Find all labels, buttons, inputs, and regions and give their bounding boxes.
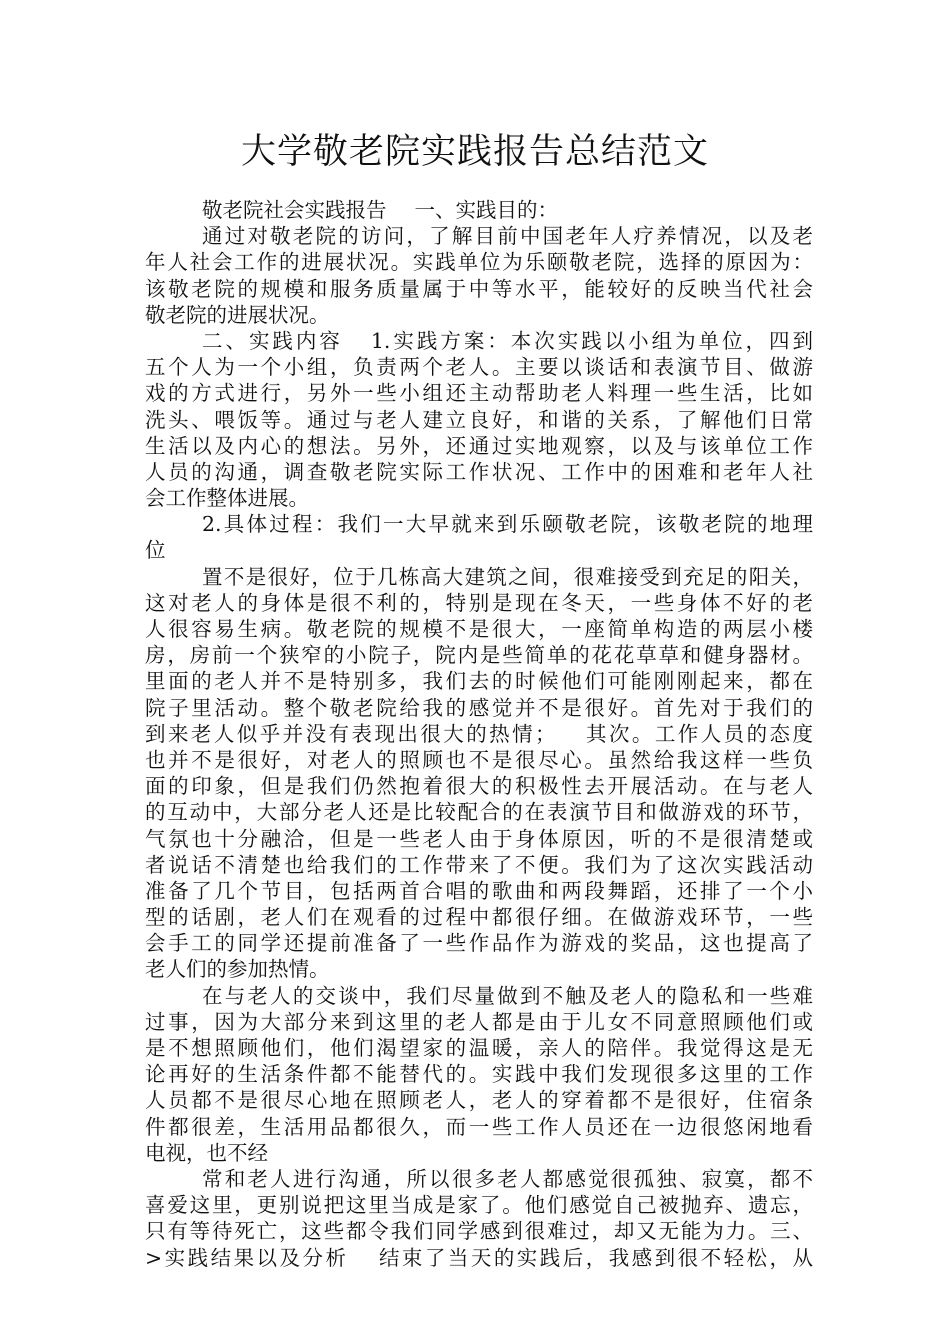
text-line <box>145 1087 813 1113</box>
text-line <box>145 1035 813 1061</box>
text-line <box>145 904 813 930</box>
text-line <box>145 1114 813 1140</box>
text-line <box>145 328 813 354</box>
text-segment: 敬老院社会实践报告 <box>202 198 387 222</box>
text-line <box>145 1061 813 1087</box>
text-line <box>145 511 813 537</box>
text-segment: 里面的老人并不是特别多，我们去的时候他们可能刚刚起来，都在 <box>145 669 813 694</box>
text-segment: 五个人为一个小组，负责两个老人。主要以谈话和表演节目、做游 <box>145 355 813 380</box>
text-segment: 人员的沟通，调查敬老院实际工作状况、工作中的困难和老年人社 <box>145 459 813 484</box>
text-segment: 老人们的参加热情。 <box>145 957 330 982</box>
text-line <box>145 721 813 747</box>
document-body <box>145 197 813 1271</box>
text-line <box>145 197 813 223</box>
text-line <box>145 668 813 694</box>
text-segment: 过事，因为大部分来到这里的老人都是由于儿女不同意照顾他们或 <box>145 1009 813 1034</box>
text-line <box>145 616 813 642</box>
text-segment: 其次。工作人员的态度 <box>583 721 814 746</box>
text-line <box>145 773 813 799</box>
text-segment: 洗头、喂饭等。通过与老人建立良好，和谐的关系，了解他们日常 <box>145 407 813 432</box>
text-line <box>145 930 813 956</box>
text-segment: 常和老人进行沟通，所以很多老人都感觉很孤独、寂寞，都不 <box>202 1166 813 1191</box>
text-segment: 一、实践目的： <box>414 198 558 222</box>
text-segment: 房，房前一个狭窄的小院子，院内是些简单的花花草草和健身器材。 <box>145 643 813 668</box>
text-line <box>145 747 813 773</box>
text-line <box>145 1245 813 1271</box>
text-segment: 生活以及内心的想法。另外，还通过实地观察，以及与该单位工作 <box>145 433 813 458</box>
text-line <box>145 1009 813 1035</box>
text-segment: 人很容易生病。敬老院的规模不是很大，一座简单构造的两层小楼 <box>145 617 813 641</box>
text-line <box>145 878 813 904</box>
text-segment: 件都很差，生活用品都很久，而一些工作人员还在一边很悠闲地看 <box>145 1114 813 1139</box>
text-segment: 只有等待死亡，这些都令我们同学感到很难过，却又无能为力。三、 <box>145 1219 813 1244</box>
text-segment: >实践结果以及分析 <box>145 1245 349 1270</box>
text-line <box>145 459 813 485</box>
text-segment: 人员都不是很尽心地在照顾老人，老人的穿着都不是很好，住宿条 <box>145 1088 813 1113</box>
text-segment: 结束了当天的实践后，我感到很不轻松，从 <box>376 1245 814 1270</box>
text-line <box>145 433 813 459</box>
text-line <box>145 1218 813 1244</box>
text-line <box>145 380 813 406</box>
text-line <box>145 223 813 249</box>
text-segment: 敬老院的进展状况。 <box>145 302 330 327</box>
text-line <box>145 1192 813 1218</box>
text-segment: 该敬老院的规模和服务质量属于中等水平，能较好的反映当代社会 <box>145 276 813 301</box>
text-line <box>145 695 813 721</box>
text-segment: 气氛也十分融洽，但是一些老人由于身体原因，听的不是很清楚或 <box>145 826 813 851</box>
text-line <box>145 537 813 563</box>
document-title: 大学敬老院实践报告总结范文 <box>240 132 709 172</box>
text-segment: 在与老人的交谈中，我们尽量做到不触及老人的隐私和一些难 <box>202 983 813 1008</box>
text-line <box>145 1140 813 1166</box>
text-segment: 电视，也不经 <box>145 1140 268 1165</box>
text-segment: 型的话剧，老人们在观看的过程中都很仔细。在做游戏环节，一些 <box>145 905 813 930</box>
text-segment: 准备了几个节目，包括两首合唱的歌曲和两段舞蹈，还排了一个小 <box>145 878 813 903</box>
text-segment: 二、实践内容 <box>202 328 343 353</box>
text-line <box>145 302 813 328</box>
text-segment: 会手工的同学还提前准备了一些作品作为游戏的奖品，这也提高了 <box>145 931 813 956</box>
text-segment: 也并不是很好，对老人的照顾也不是很尽心。虽然给我这样一些负 <box>145 747 813 772</box>
text-segment: 1.实践方案：本次实践以小组为单位，四到 <box>370 328 813 353</box>
text-segment: 会工作整体进展。 <box>145 486 309 511</box>
text-line <box>145 249 813 275</box>
text-segment: 到来老人似乎并没有表现出很大的热情； <box>145 721 556 746</box>
text-segment: 的互动中，大部分老人还是比较配合的在表演节目和做游戏的环节， <box>145 800 813 825</box>
text-segment: 戏的方式进行，另外一些小组还主动帮助老人料理一些生活，比如 <box>145 381 813 406</box>
text-segment: 喜爱这里，更别说把这里当成是家了。他们感觉自己被抛弃、遗忘， <box>145 1193 813 1218</box>
text-line <box>145 956 813 982</box>
text-line <box>145 826 813 852</box>
text-segment: 置不是很好，位于几栋高大建筑之间，很难接受到充足的阳关， <box>202 564 813 589</box>
text-segment: 院子里活动。整个敬老院给我的感觉并不是很好。首先对于我们的 <box>145 695 813 720</box>
text-segment: 者说话不清楚也给我们的工作带来了不便。我们为了这次实践活动 <box>145 852 813 877</box>
text-line <box>145 852 813 878</box>
text-line <box>145 983 813 1009</box>
text-segment: 论再好的生活条件都不能替代的。实践中我们发现很多这里的工作 <box>145 1062 813 1087</box>
text-segment: 面的印象，但是我们仍然抱着很大的积极性去开展活动。在与老人 <box>145 774 813 799</box>
text-line <box>145 564 813 590</box>
text-line <box>145 485 813 511</box>
text-line <box>145 799 813 825</box>
text-segment: 通过对敬老院的访问，了解目前中国老年人疗养情况，以及老 <box>202 224 813 249</box>
text-segment: 这对老人的身体是很不利的，特别是现在冬天，一些身体不好的老 <box>145 590 813 615</box>
text-line <box>145 590 813 616</box>
text-segment: 年人社会工作的进展状况。实践单位为乐颐敬老院，选择的原因为： <box>145 250 813 275</box>
text-segment: 是不想照顾他们，他们渴望家的温暖，亲人的陪伴。我觉得这是无 <box>145 1036 813 1060</box>
text-segment: 位 <box>145 538 166 563</box>
text-line <box>145 1166 813 1192</box>
text-line <box>145 407 813 433</box>
text-line <box>145 276 813 302</box>
text-segment: 2.具体过程：我们一大早就来到乐颐敬老院，该敬老院的地理 <box>202 512 813 537</box>
text-line <box>145 642 813 668</box>
text-line <box>145 354 813 380</box>
